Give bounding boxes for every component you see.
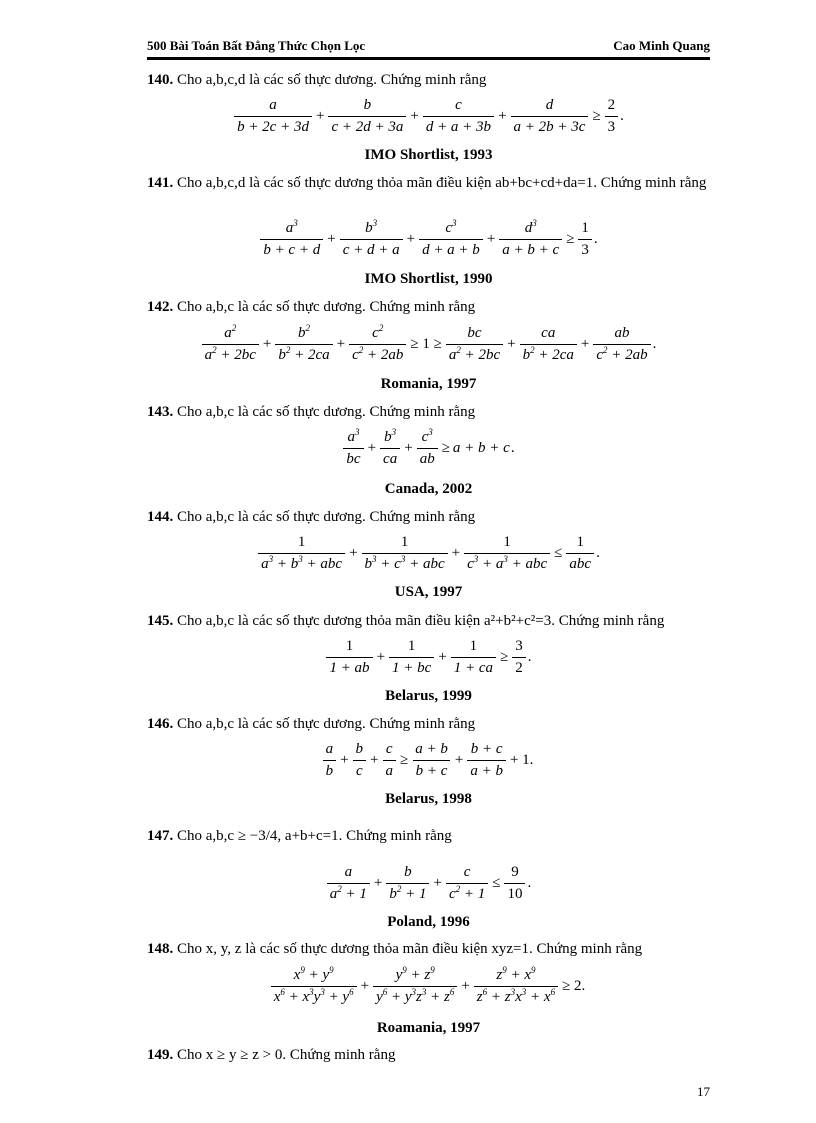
problem-number: 140. xyxy=(147,72,174,88)
problem-number: 143. xyxy=(147,404,174,420)
formula-144: $\frac{1}{a^3 + b^3 + abc}$ + $\frac{1}{b^3 + c^3 + abc}$ + $\frac{1}{c^3 + a^3 + abc}$ ≤ $\frac{1}{\text{abc}}$ . xyxy=(147,534,710,573)
problem-statement: Cho a,b,c là các số thực dương. Chứng minh rằng xyxy=(177,716,476,732)
problem-number: 141. xyxy=(147,175,174,191)
problem-149 xyxy=(147,1045,710,1065)
formula-143: $\frac{a^3}{bc}$ + $\frac{b^3}{ca}$ + $\frac{c^3}{ab}$ ≥ a + b + c . xyxy=(147,429,710,468)
problem-number: 144. xyxy=(147,509,174,525)
formula-142: $\frac{a^2}{a^2 + 2bc}$ + $\frac{b^2}{b^2 + 2ca}$ + $\frac{c^2}{c^2 + 2ab}$ ≥ 1 ≥ $\frac{bc}{a^2 + 2bc}$ + $\frac{ca}{b^2 + 2ca}$ + $\frac{ab}{c^2 + 2ab}$ . xyxy=(147,325,710,364)
formula-145: $\frac{1}{1 + ab}$ + $\frac{1}{1 + bc}$ + $\frac{1}{1 + ca}$ ≥ $\frac{3}{2}$ . xyxy=(147,638,710,677)
problem-statement: Cho x ≥ y ≥ z > 0. Chứng minh rằng xyxy=(177,1047,396,1063)
source-141: IMO Shortlist, 1990 xyxy=(364,271,493,287)
problem-147 xyxy=(147,826,710,846)
problem-statement: Cho a,b,c,d là các số thực dương. Chứng minh rằng xyxy=(177,72,487,88)
source-147: Poland, 1996 xyxy=(387,914,470,930)
problem-143 xyxy=(147,402,710,422)
problem-148 xyxy=(147,939,710,959)
problem-145 xyxy=(147,611,710,631)
problem-statement: Cho a,b,c là các số thực dương thỏa mãn điều kiện a²+b²+c²=3. Chứng minh rằng xyxy=(177,613,665,629)
source-142: Romania, 1997 xyxy=(380,376,477,392)
formula-141: $\frac{a^3}{b + c + d}$ + $\frac{b^3}{c + d + a}$ + $\frac{c^3}{d + a + b}$ + $\frac{d^3}{a + b + c}$ ≥ $\frac{1}{3}$ . xyxy=(147,220,710,259)
problem-number: 146. xyxy=(147,716,174,732)
source-148: Roamania, 1997 xyxy=(376,1020,481,1036)
problem-statement: Cho a,b,c,d là các số thực dương thỏa mãn điều kiện ab+bc+cd+da=1. Chứng minh rằng xyxy=(177,175,707,191)
problem-number: 142. xyxy=(147,299,174,315)
source-144: USA, 1997 xyxy=(394,584,463,600)
formula-146: $\frac{a}{b}$ + $\frac{b}{c}$ + $\frac{c}{a}$ ≥ $\frac{a + b}{b + c}$ + $\frac{b + c}{a + b}$ + 1. xyxy=(147,741,710,780)
source-146: Belarus, 1998 xyxy=(385,791,472,807)
problem-number: 145. xyxy=(147,613,174,629)
problem-statement: Cho x, y, z là các số thực dương thỏa mãn điều kiện xyz=1. Chứng minh rằng xyxy=(177,941,643,957)
source-145: Belarus, 1999 xyxy=(385,688,472,704)
source-140: IMO Shortlist, 1993 xyxy=(364,147,493,163)
problem-statement: Cho a,b,c là các số thực dương. Chứng minh rằng xyxy=(177,509,476,525)
page-header xyxy=(147,36,710,56)
formula-140: $\frac{a}{b + 2c + 3d}$ + $\frac{b}{c + 2d + 3a}$ + $\frac{c}{d + a + 3b}$ + $\frac{d}{a + 2b + 3c}$ ≥ $\frac{2}{3}$ . xyxy=(147,97,710,136)
page-number: 17 xyxy=(697,1084,710,1099)
problem-141 xyxy=(147,173,710,193)
problem-statement: Cho a,b,c là các số thực dương. Chứng minh rằng xyxy=(177,404,476,420)
problem-146 xyxy=(147,714,710,734)
problem-140 xyxy=(147,70,710,90)
formula-147: $\frac{a}{a^2 + 1}$ + $\frac{b}{b^2 + 1}$ + $\frac{c}{c^2 + 1}$ ≤ $\frac{9}{10}$ . xyxy=(147,864,710,903)
problem-number: 149. xyxy=(147,1047,174,1063)
problem-144 xyxy=(147,507,710,527)
problem-number: 148. xyxy=(147,941,174,957)
formula-148: $\frac{x^9 + y^9}{x^6 + x^3y^3 + y^6}$ + $\frac{y^9 + z^9}{y^6 + y^3z^3 + z^6}$ + $\frac{z^9 + x^9}{z^6 + z^3x^3 + x^6}$ ≥ 2. xyxy=(147,967,710,1006)
problem-statement: Cho a,b,c ≥ −3/4, a+b+c=1. Chứng minh rằng xyxy=(177,828,452,844)
source-143: Canada, 2002 xyxy=(384,481,473,497)
header-rule xyxy=(147,57,710,60)
problem-142 xyxy=(147,297,710,317)
book-title: 500 Bài Toán Bất Đẳng Thức Chọn Lọc xyxy=(147,38,366,53)
author-name: Cao Minh Quang xyxy=(613,38,710,53)
problem-number: 147. xyxy=(147,828,174,844)
problem-statement: Cho a,b,c là các số thực dương. Chứng minh rằng xyxy=(177,299,476,315)
